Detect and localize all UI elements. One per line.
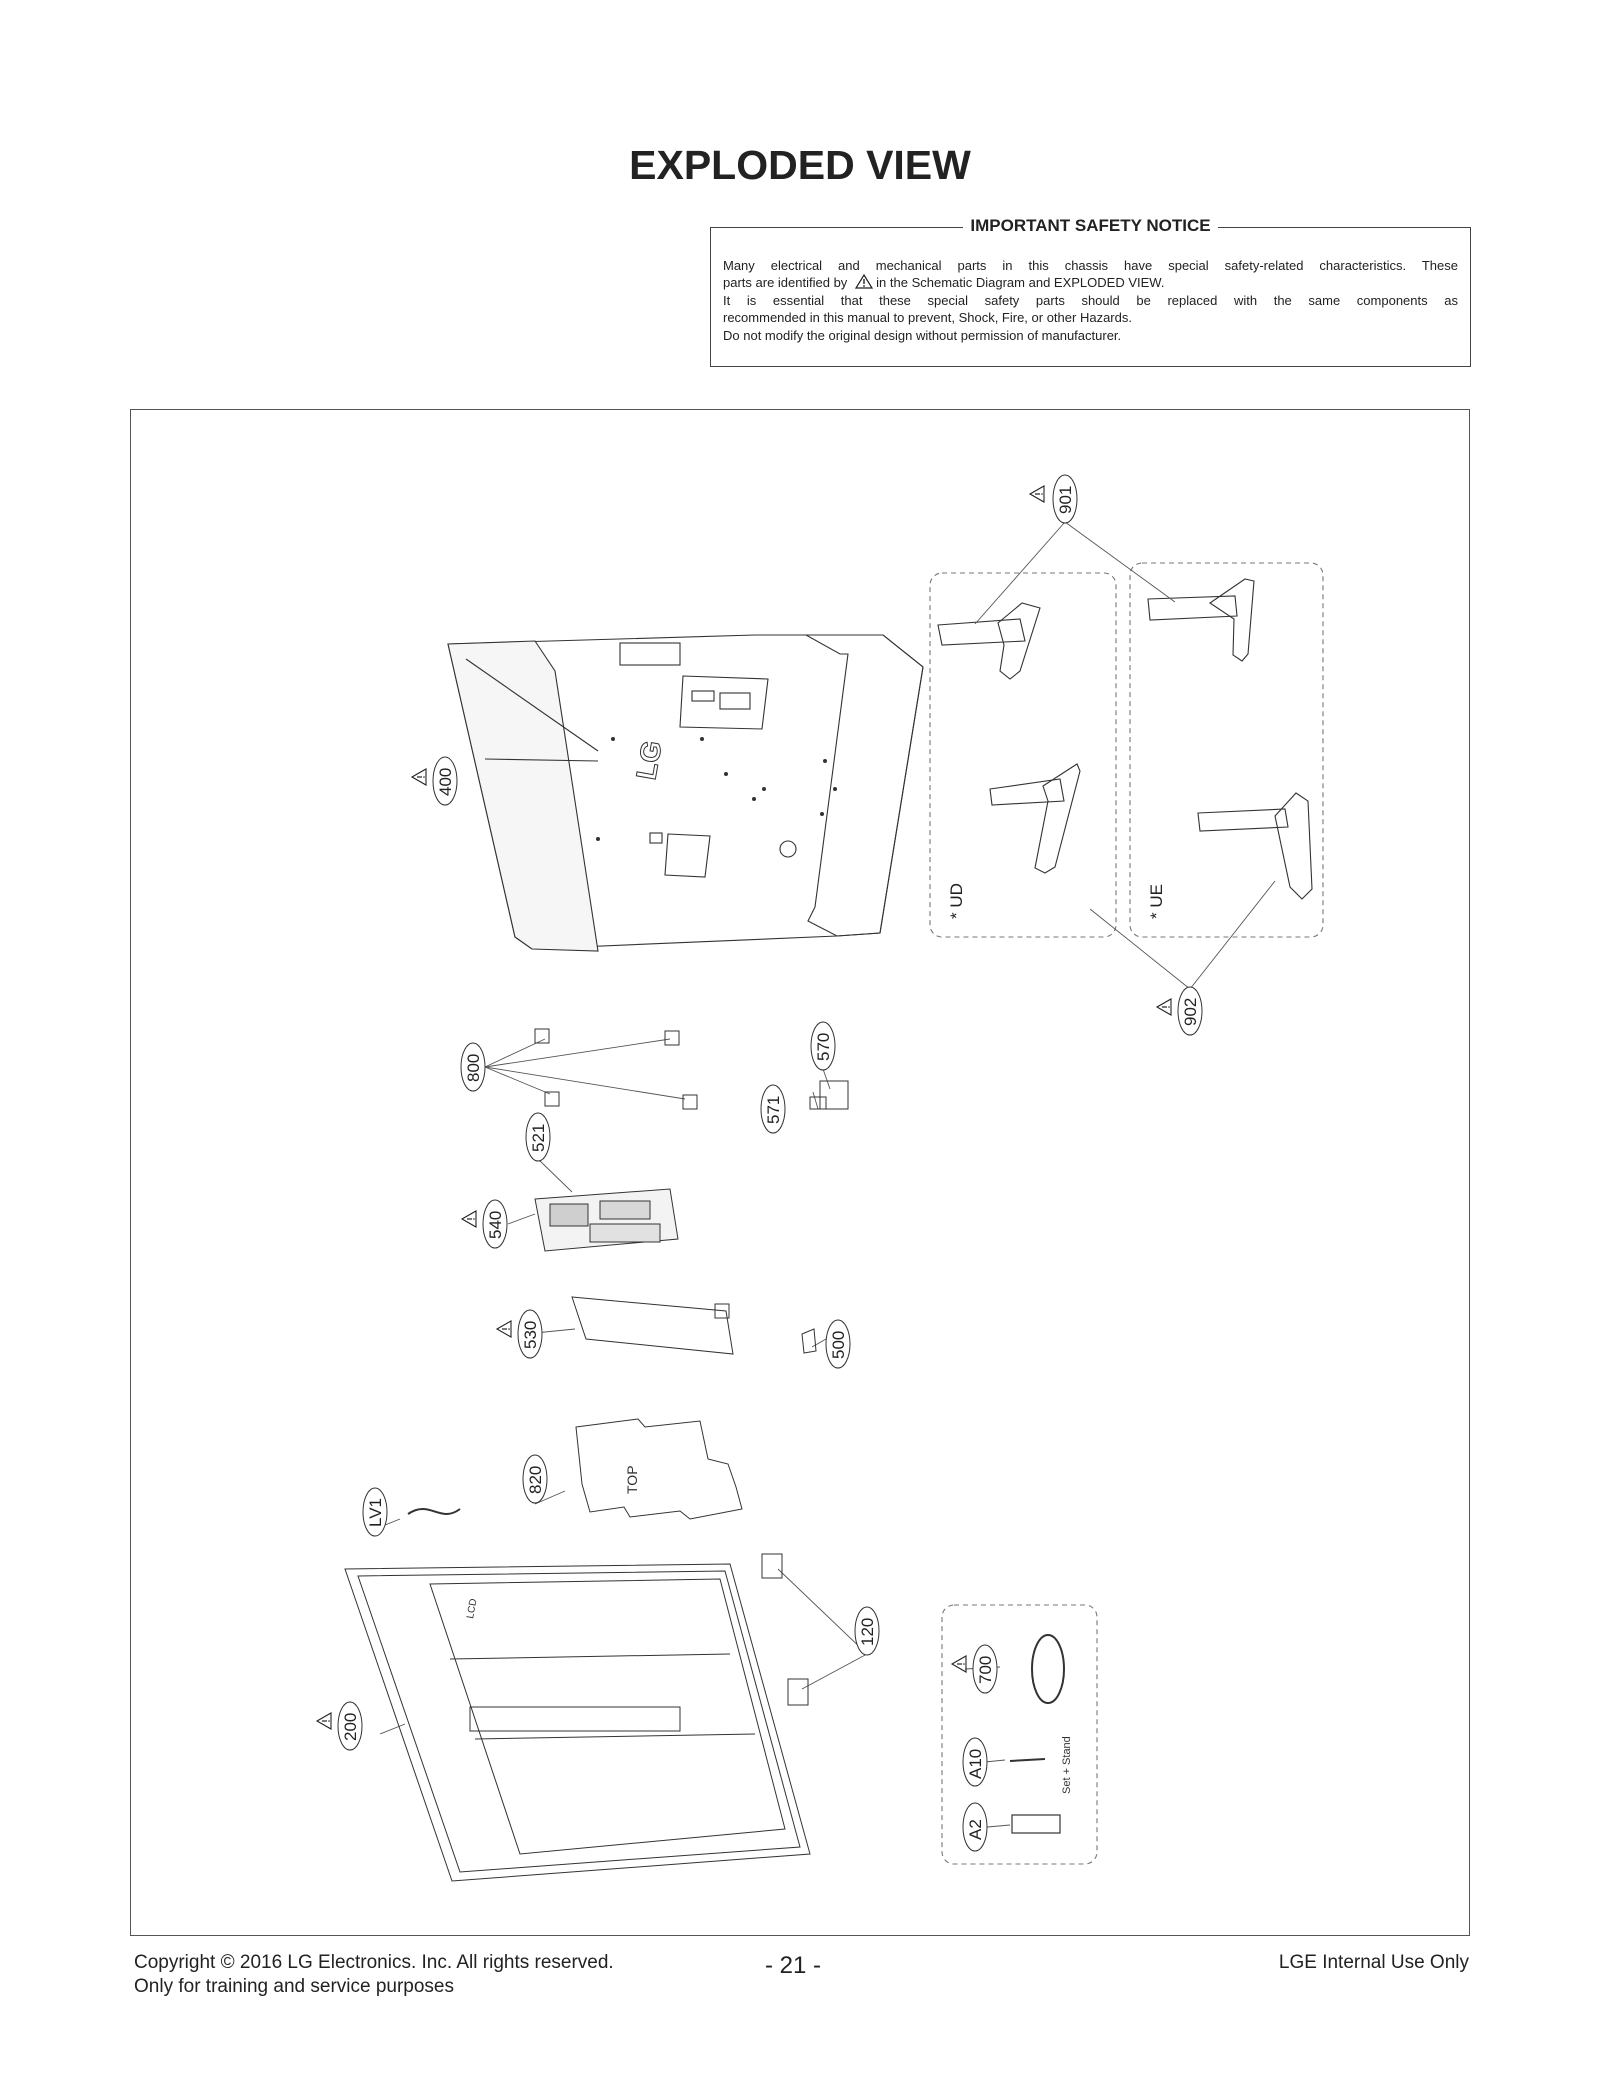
- svg-text:A2: A2: [966, 1819, 985, 1840]
- notice-line-4: recommended in this manual to prevent, Shock, Fire, or other Hazards.: [723, 310, 1132, 326]
- lcd-module-part: [345, 1564, 810, 1881]
- svg-text:A10: A10: [966, 1748, 985, 1779]
- callout-540: [462, 1200, 507, 1248]
- power-board-part: [572, 1297, 816, 1354]
- svg-text:120: 120: [858, 1617, 877, 1646]
- speaker-parts: [762, 1554, 808, 1705]
- footer-page-number: - 21 -: [765, 1952, 822, 1979]
- set-stand-label: Set + Stand: [1061, 1736, 1073, 1794]
- safety-notice-box: [710, 216, 1471, 367]
- stand-ud-box: [930, 573, 1116, 937]
- safety-notice-body: [723, 257, 1458, 344]
- callout-530: [497, 1310, 542, 1358]
- svg-text:200: 200: [341, 1712, 360, 1741]
- svg-text:901: 901: [1056, 485, 1075, 514]
- callout-570: [811, 1022, 835, 1070]
- svg-text:530: 530: [521, 1320, 540, 1349]
- callout-a2: [963, 1803, 987, 1851]
- back-cover-screw-holes: [596, 737, 837, 841]
- notice-line-5: Do not modify the original design without permission of manufacturer.: [723, 327, 1122, 343]
- callout-901: [1030, 475, 1077, 523]
- notice-line-2: parts are identified by in the Schematic Diagram and EXPLODED VIEW.: [723, 275, 1165, 291]
- svg-text:700: 700: [976, 1655, 995, 1684]
- back-cover-part: [448, 635, 923, 951]
- callout-500: [826, 1320, 850, 1368]
- safety-notice-title: IMPORTANT SAFETY NOTICE: [711, 216, 1470, 236]
- svg-text:LV1: LV1: [366, 1498, 385, 1527]
- page-title: EXPLODED VIEW: [629, 142, 971, 188]
- exploded-view-diagram: [130, 409, 1470, 1936]
- callout-lv1: [363, 1488, 387, 1536]
- stand-ud-parts: [938, 603, 1080, 873]
- main-board-part: [535, 1189, 678, 1251]
- svg-text:540: 540: [486, 1210, 505, 1239]
- callout-902: [1157, 987, 1202, 1035]
- module-lcd-label: LCD: [465, 1597, 480, 1620]
- callout-400: [412, 757, 457, 805]
- svg-text:902: 902: [1181, 997, 1200, 1026]
- footer-internal: LGE Internal Use Only: [1278, 1952, 1469, 1973]
- notice-line-1: Many electrical and mechanical parts in this chassis have special safety-related characteristics. These: [723, 258, 1458, 273]
- callout-700: [952, 1645, 997, 1693]
- stand-ue-parts: [1148, 579, 1312, 899]
- screw-bag-part: [1012, 1815, 1060, 1833]
- callout-120: [855, 1607, 879, 1655]
- svg-text:570: 570: [814, 1032, 833, 1061]
- variant-ue-label: * UE: [1147, 884, 1166, 919]
- footer-purpose: Only for training and service purposes: [134, 1976, 454, 1997]
- svg-text:400: 400: [436, 767, 455, 796]
- back-cover-logo: LG: [630, 738, 668, 783]
- power-cord-part: [1032, 1635, 1064, 1703]
- notice-line-3: It is essential that these special safety parts should be replaced with the same components as: [723, 292, 1458, 308]
- callout-521: [526, 1113, 550, 1161]
- callout-800: [461, 1043, 485, 1091]
- warning-triangle-icon: [855, 274, 873, 289]
- callout-820: [523, 1455, 547, 1503]
- lv1-cable-part: [408, 1509, 460, 1514]
- footer-copyright: Copyright © 2016 LG Electronics. Inc. All rights reserved.: [134, 1952, 614, 1973]
- insulation-sheet-part: [576, 1419, 742, 1519]
- svg-text:820: 820: [526, 1465, 545, 1494]
- callout-200: [317, 1702, 362, 1750]
- svg-text:500: 500: [829, 1330, 848, 1359]
- variant-ud-label: * UD: [947, 883, 966, 919]
- callout-571: [761, 1085, 785, 1133]
- svg-text:521: 521: [529, 1123, 548, 1152]
- svg-text:800: 800: [464, 1053, 483, 1082]
- callout-a10: [963, 1738, 987, 1786]
- sheet-top-label: TOP: [624, 1465, 640, 1494]
- screw-part: [1010, 1759, 1045, 1761]
- svg-text:571: 571: [764, 1095, 783, 1124]
